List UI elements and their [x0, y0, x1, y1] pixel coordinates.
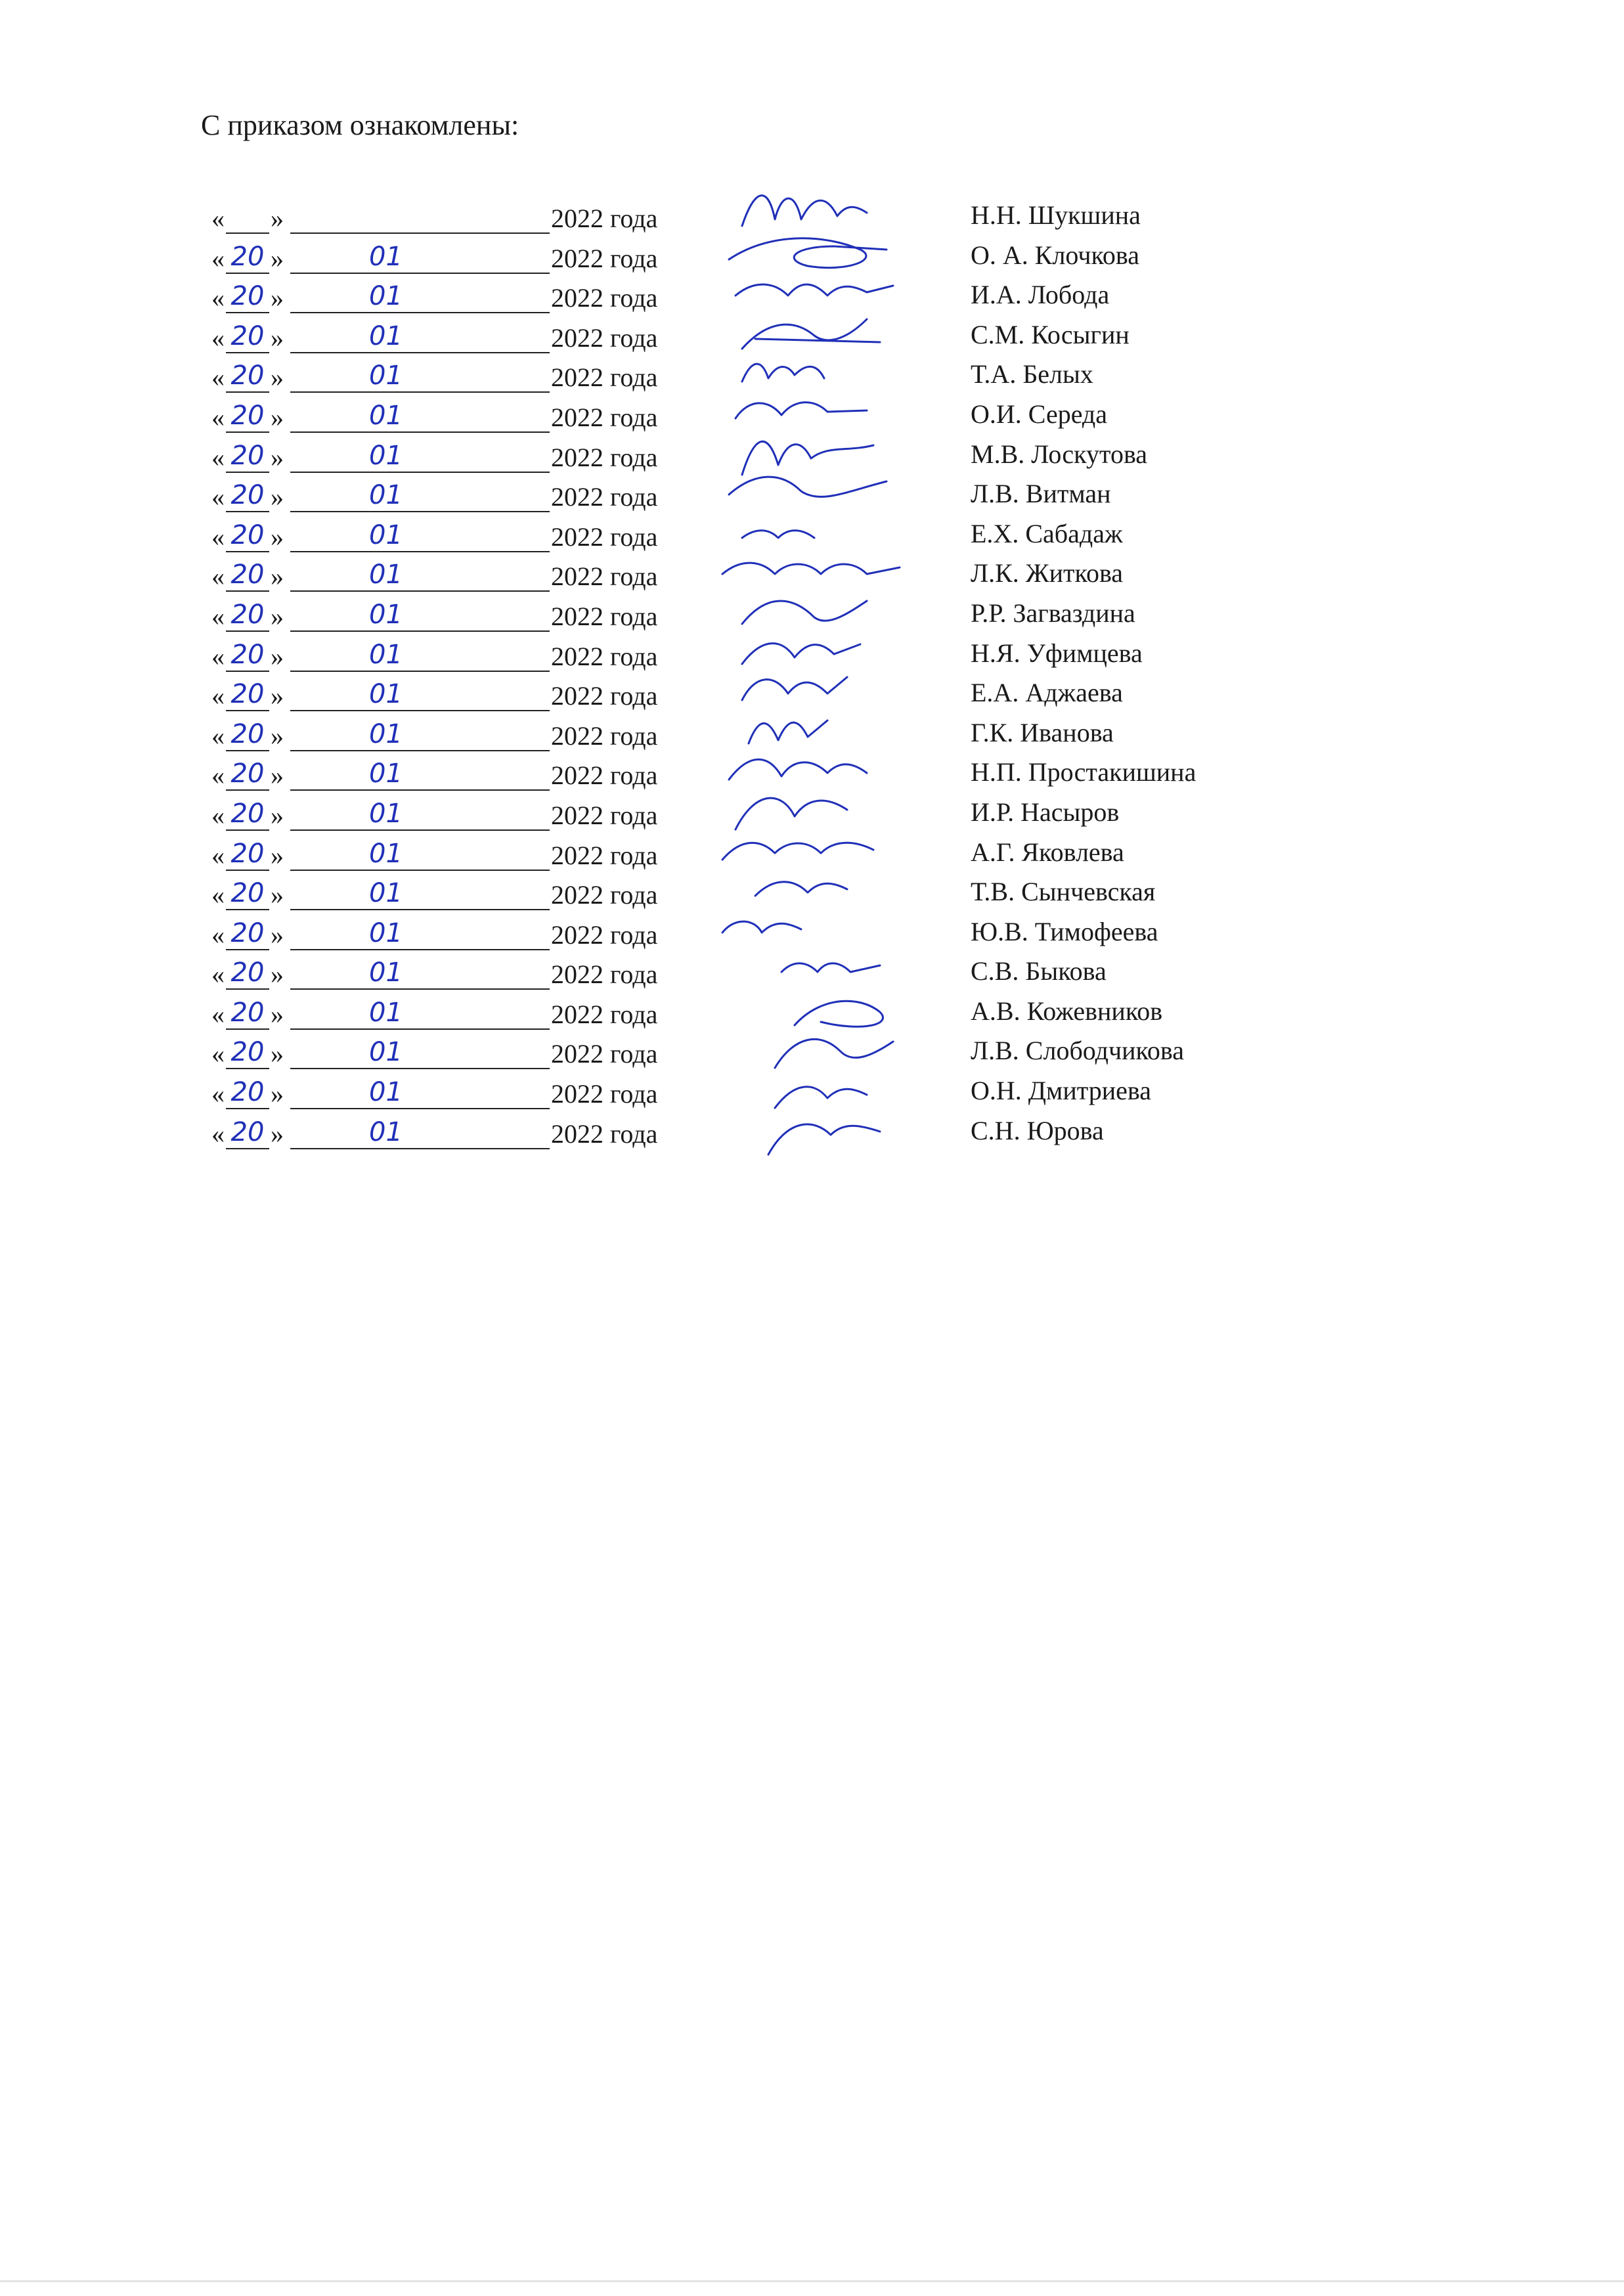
day-blank [226, 283, 269, 313]
date-field [211, 513, 657, 552]
year-label: 2022 года [551, 204, 658, 233]
year-label: 2022 года [551, 1039, 658, 1069]
close-quote: » [271, 919, 284, 950]
close-quote: » [271, 681, 284, 711]
employee-name: С.В. Быкова [971, 956, 1107, 986]
day-blank [226, 519, 269, 552]
day-blank [226, 681, 269, 711]
handwritten-month: 01 [369, 560, 403, 590]
handwritten-month: 01 [369, 878, 403, 909]
employee-name: А.Г. Яковлева [971, 837, 1124, 867]
employee-name: Н.Я. Уфимцева [971, 638, 1143, 668]
open-quote: « [211, 402, 225, 432]
date-field [211, 632, 657, 672]
signature-list [0, 194, 1624, 1149]
open-quote: « [211, 641, 225, 671]
year-label: 2022 года [551, 482, 658, 512]
day-blank [226, 599, 269, 632]
close-quote: » [271, 999, 284, 1029]
employee-name: Л.К. Житкова [971, 558, 1124, 588]
date-field [211, 353, 657, 393]
month-blank [290, 960, 550, 990]
employee-name: А.В. Кожевников [971, 996, 1163, 1026]
year-label: 2022 года [551, 800, 658, 830]
handwritten-day: 20 [230, 1116, 265, 1147]
day-blank [226, 838, 269, 871]
employee-name: Е.Х. Сабадаж [971, 518, 1123, 548]
employee-name: Ю.В. Тимофеева [971, 916, 1158, 946]
employee-name: Р.Р. Загваздина [971, 598, 1135, 628]
close-quote: » [271, 1079, 284, 1109]
handwritten-month: 01 [369, 997, 403, 1028]
close-quote: » [271, 761, 284, 791]
handwritten-month: 01 [369, 718, 403, 749]
open-quote: « [211, 283, 225, 313]
day-blank [226, 241, 269, 274]
handwritten-day: 20 [230, 361, 265, 391]
day-blank [226, 204, 269, 234]
date-field [211, 1110, 657, 1149]
close-quote: » [271, 283, 284, 313]
handwritten-month: 01 [369, 1037, 403, 1068]
close-quote: » [271, 840, 284, 870]
handwritten-day: 20 [230, 838, 265, 869]
date-field [211, 1030, 657, 1069]
month-blank [290, 1116, 550, 1149]
handwritten-day: 20 [230, 917, 265, 948]
date-field [211, 473, 657, 512]
close-quote: » [271, 720, 284, 751]
handwritten-month: 01 [369, 320, 403, 351]
day-blank [226, 917, 269, 950]
date-field [211, 672, 657, 711]
employee-name: Л.В. Витман [971, 479, 1111, 509]
month-blank [290, 639, 550, 672]
open-quote: « [211, 562, 225, 592]
month-blank [290, 599, 550, 632]
close-quote: » [271, 1039, 284, 1069]
close-quote: » [271, 1118, 284, 1149]
employee-name: М.В. Лоскутова [971, 439, 1148, 469]
year-label: 2022 года [551, 641, 658, 671]
month-blank [290, 681, 550, 711]
date-field [211, 831, 657, 871]
month-blank [290, 838, 550, 871]
month-blank [290, 519, 550, 552]
year-label: 2022 года [551, 681, 658, 711]
handwritten-month: 01 [369, 838, 403, 869]
handwritten-month: 01 [369, 440, 403, 471]
handwritten-month: 01 [369, 679, 403, 710]
handwritten-day: 20 [230, 679, 265, 710]
handwritten-day: 20 [230, 281, 265, 312]
day-blank [226, 1116, 269, 1149]
close-quote: » [271, 363, 284, 393]
close-quote: » [271, 880, 284, 910]
open-quote: « [211, 442, 225, 472]
handwritten-signature [716, 1095, 939, 1161]
day-blank [226, 320, 269, 353]
month-blank [290, 400, 550, 433]
date-field [211, 911, 657, 950]
year-label: 2022 года [551, 1118, 658, 1149]
month-blank [290, 718, 550, 751]
open-quote: « [211, 204, 225, 233]
month-blank [290, 283, 550, 313]
month-blank [290, 1039, 550, 1069]
day-blank [226, 482, 269, 512]
year-label: 2022 года [551, 880, 658, 910]
year-label: 2022 года [551, 999, 658, 1029]
close-quote: » [271, 960, 284, 990]
date-field [211, 712, 657, 751]
date-field [211, 194, 657, 234]
open-quote: « [211, 800, 225, 830]
year-label: 2022 года [551, 442, 658, 472]
close-quote: » [271, 521, 284, 552]
scan-edge-line [0, 2280, 1624, 2282]
handwritten-month: 01 [369, 639, 403, 670]
date-field [211, 751, 657, 791]
day-blank [226, 400, 269, 433]
year-label: 2022 года [551, 840, 658, 870]
handwritten-day: 20 [230, 320, 265, 351]
day-blank [226, 761, 269, 791]
month-blank [290, 1079, 550, 1109]
open-quote: « [211, 601, 225, 631]
year-label: 2022 года [551, 283, 658, 313]
date-field [211, 314, 657, 353]
handwritten-day: 20 [230, 878, 265, 909]
open-quote: « [211, 919, 225, 950]
close-quote: » [271, 601, 284, 631]
close-quote: » [271, 322, 284, 353]
month-blank [290, 482, 550, 512]
year-label: 2022 года [551, 919, 658, 950]
year-label: 2022 года [551, 720, 658, 751]
handwritten-month: 01 [369, 759, 403, 789]
employee-name: Л.В. Слободчикова [971, 1036, 1185, 1066]
month-blank [290, 562, 550, 592]
handwritten-month: 01 [369, 958, 403, 988]
close-quote: » [271, 641, 284, 671]
employee-name: О. А. Клочкова [971, 240, 1140, 270]
day-blank [226, 562, 269, 592]
close-quote: » [271, 402, 284, 432]
employee-name: С.М. Косыгин [971, 319, 1130, 349]
date-field [211, 393, 657, 433]
handwritten-day: 20 [230, 480, 265, 511]
month-blank [290, 761, 550, 791]
handwritten-month: 01 [369, 1116, 403, 1147]
handwritten-month: 01 [369, 519, 403, 550]
month-blank [290, 917, 550, 950]
handwritten-day: 20 [230, 560, 265, 590]
handwritten-month: 01 [369, 480, 403, 511]
handwritten-day: 20 [230, 519, 265, 550]
day-blank [226, 639, 269, 672]
close-quote: » [271, 800, 284, 830]
handwritten-day: 20 [230, 241, 265, 272]
open-quote: « [211, 681, 225, 711]
employee-name: Г.К. Иванова [971, 717, 1114, 747]
employee-name: И.А. Лобода [971, 280, 1110, 310]
year-label: 2022 года [551, 243, 658, 273]
handwritten-month: 01 [369, 241, 403, 272]
handwritten-month: 01 [369, 1077, 403, 1108]
day-blank [226, 440, 269, 473]
handwritten-month: 01 [369, 798, 403, 829]
open-quote: « [211, 1039, 225, 1069]
handwritten-day: 20 [230, 599, 265, 630]
handwritten-day: 20 [230, 1077, 265, 1108]
handwritten-month: 01 [369, 599, 403, 630]
acknowledgment-heading: С приказом ознакомлены: [201, 109, 519, 141]
day-blank [226, 718, 269, 751]
date-field [211, 552, 657, 592]
month-blank [290, 440, 550, 473]
year-label: 2022 года [551, 322, 658, 353]
handwritten-day: 20 [230, 1037, 265, 1068]
year-label: 2022 года [551, 402, 658, 432]
open-quote: « [211, 243, 225, 273]
handwritten-day: 20 [230, 759, 265, 789]
day-blank [226, 1079, 269, 1109]
day-blank [226, 798, 269, 831]
open-quote: « [211, 482, 225, 512]
open-quote: « [211, 880, 225, 910]
date-field [211, 990, 657, 1030]
handwritten-day: 20 [230, 718, 265, 749]
year-label: 2022 года [551, 601, 658, 631]
day-blank [226, 1039, 269, 1069]
open-quote: « [211, 761, 225, 791]
year-label: 2022 года [551, 960, 658, 990]
date-field [211, 791, 657, 831]
open-quote: « [211, 720, 225, 751]
day-blank [226, 363, 269, 393]
employee-name: Н.Н. Шукшина [971, 200, 1141, 230]
year-label: 2022 года [551, 521, 658, 552]
handwritten-day: 20 [230, 639, 265, 670]
employee-name: С.Н. Юрова [971, 1115, 1104, 1145]
employee-name: Н.П. Простакишина [971, 757, 1196, 787]
employee-name: Т.А. Белых [971, 359, 1093, 389]
open-quote: « [211, 840, 225, 870]
handwritten-month: 01 [369, 917, 403, 948]
signature-row [0, 1110, 1624, 1150]
handwritten-day: 20 [230, 400, 265, 431]
open-quote: « [211, 999, 225, 1029]
year-label: 2022 года [551, 1079, 658, 1109]
open-quote: « [211, 1118, 225, 1149]
month-blank [290, 320, 550, 353]
open-quote: « [211, 322, 225, 353]
handwritten-day: 20 [230, 958, 265, 988]
handwritten-month: 01 [369, 361, 403, 391]
close-quote: » [271, 243, 284, 273]
employee-name: Е.А. Аджаева [971, 678, 1123, 708]
open-quote: « [211, 521, 225, 552]
month-blank [290, 363, 550, 393]
date-field [211, 871, 657, 910]
open-quote: « [211, 960, 225, 990]
year-label: 2022 года [551, 562, 658, 592]
employee-name: И.Р. Насыров [971, 797, 1120, 827]
open-quote: « [211, 363, 225, 393]
day-blank [226, 880, 269, 910]
close-quote: » [271, 482, 284, 512]
month-blank [290, 204, 550, 234]
handwritten-month: 01 [369, 281, 403, 312]
handwritten-month: 01 [369, 400, 403, 431]
day-blank [226, 997, 269, 1030]
handwritten-day: 20 [230, 440, 265, 471]
employee-name: Т.В. Сынчевская [971, 877, 1156, 907]
close-quote: » [271, 204, 284, 233]
handwritten-day: 20 [230, 798, 265, 829]
date-field [211, 950, 657, 990]
close-quote: » [271, 442, 284, 472]
date-field [211, 274, 657, 313]
month-blank [290, 798, 550, 831]
date-field [211, 234, 657, 274]
year-label: 2022 года [551, 761, 658, 791]
date-field [211, 592, 657, 632]
date-field [211, 1070, 657, 1109]
year-label: 2022 года [551, 363, 658, 393]
open-quote: « [211, 1079, 225, 1109]
date-field [211, 433, 657, 473]
close-quote: » [271, 562, 284, 592]
month-blank [290, 997, 550, 1030]
employee-name: О.И. Середа [971, 399, 1108, 429]
month-blank [290, 880, 550, 910]
handwritten-day: 20 [230, 997, 265, 1028]
day-blank [226, 960, 269, 990]
employee-name: О.Н. Дмитриева [971, 1076, 1152, 1106]
month-blank [290, 241, 550, 274]
